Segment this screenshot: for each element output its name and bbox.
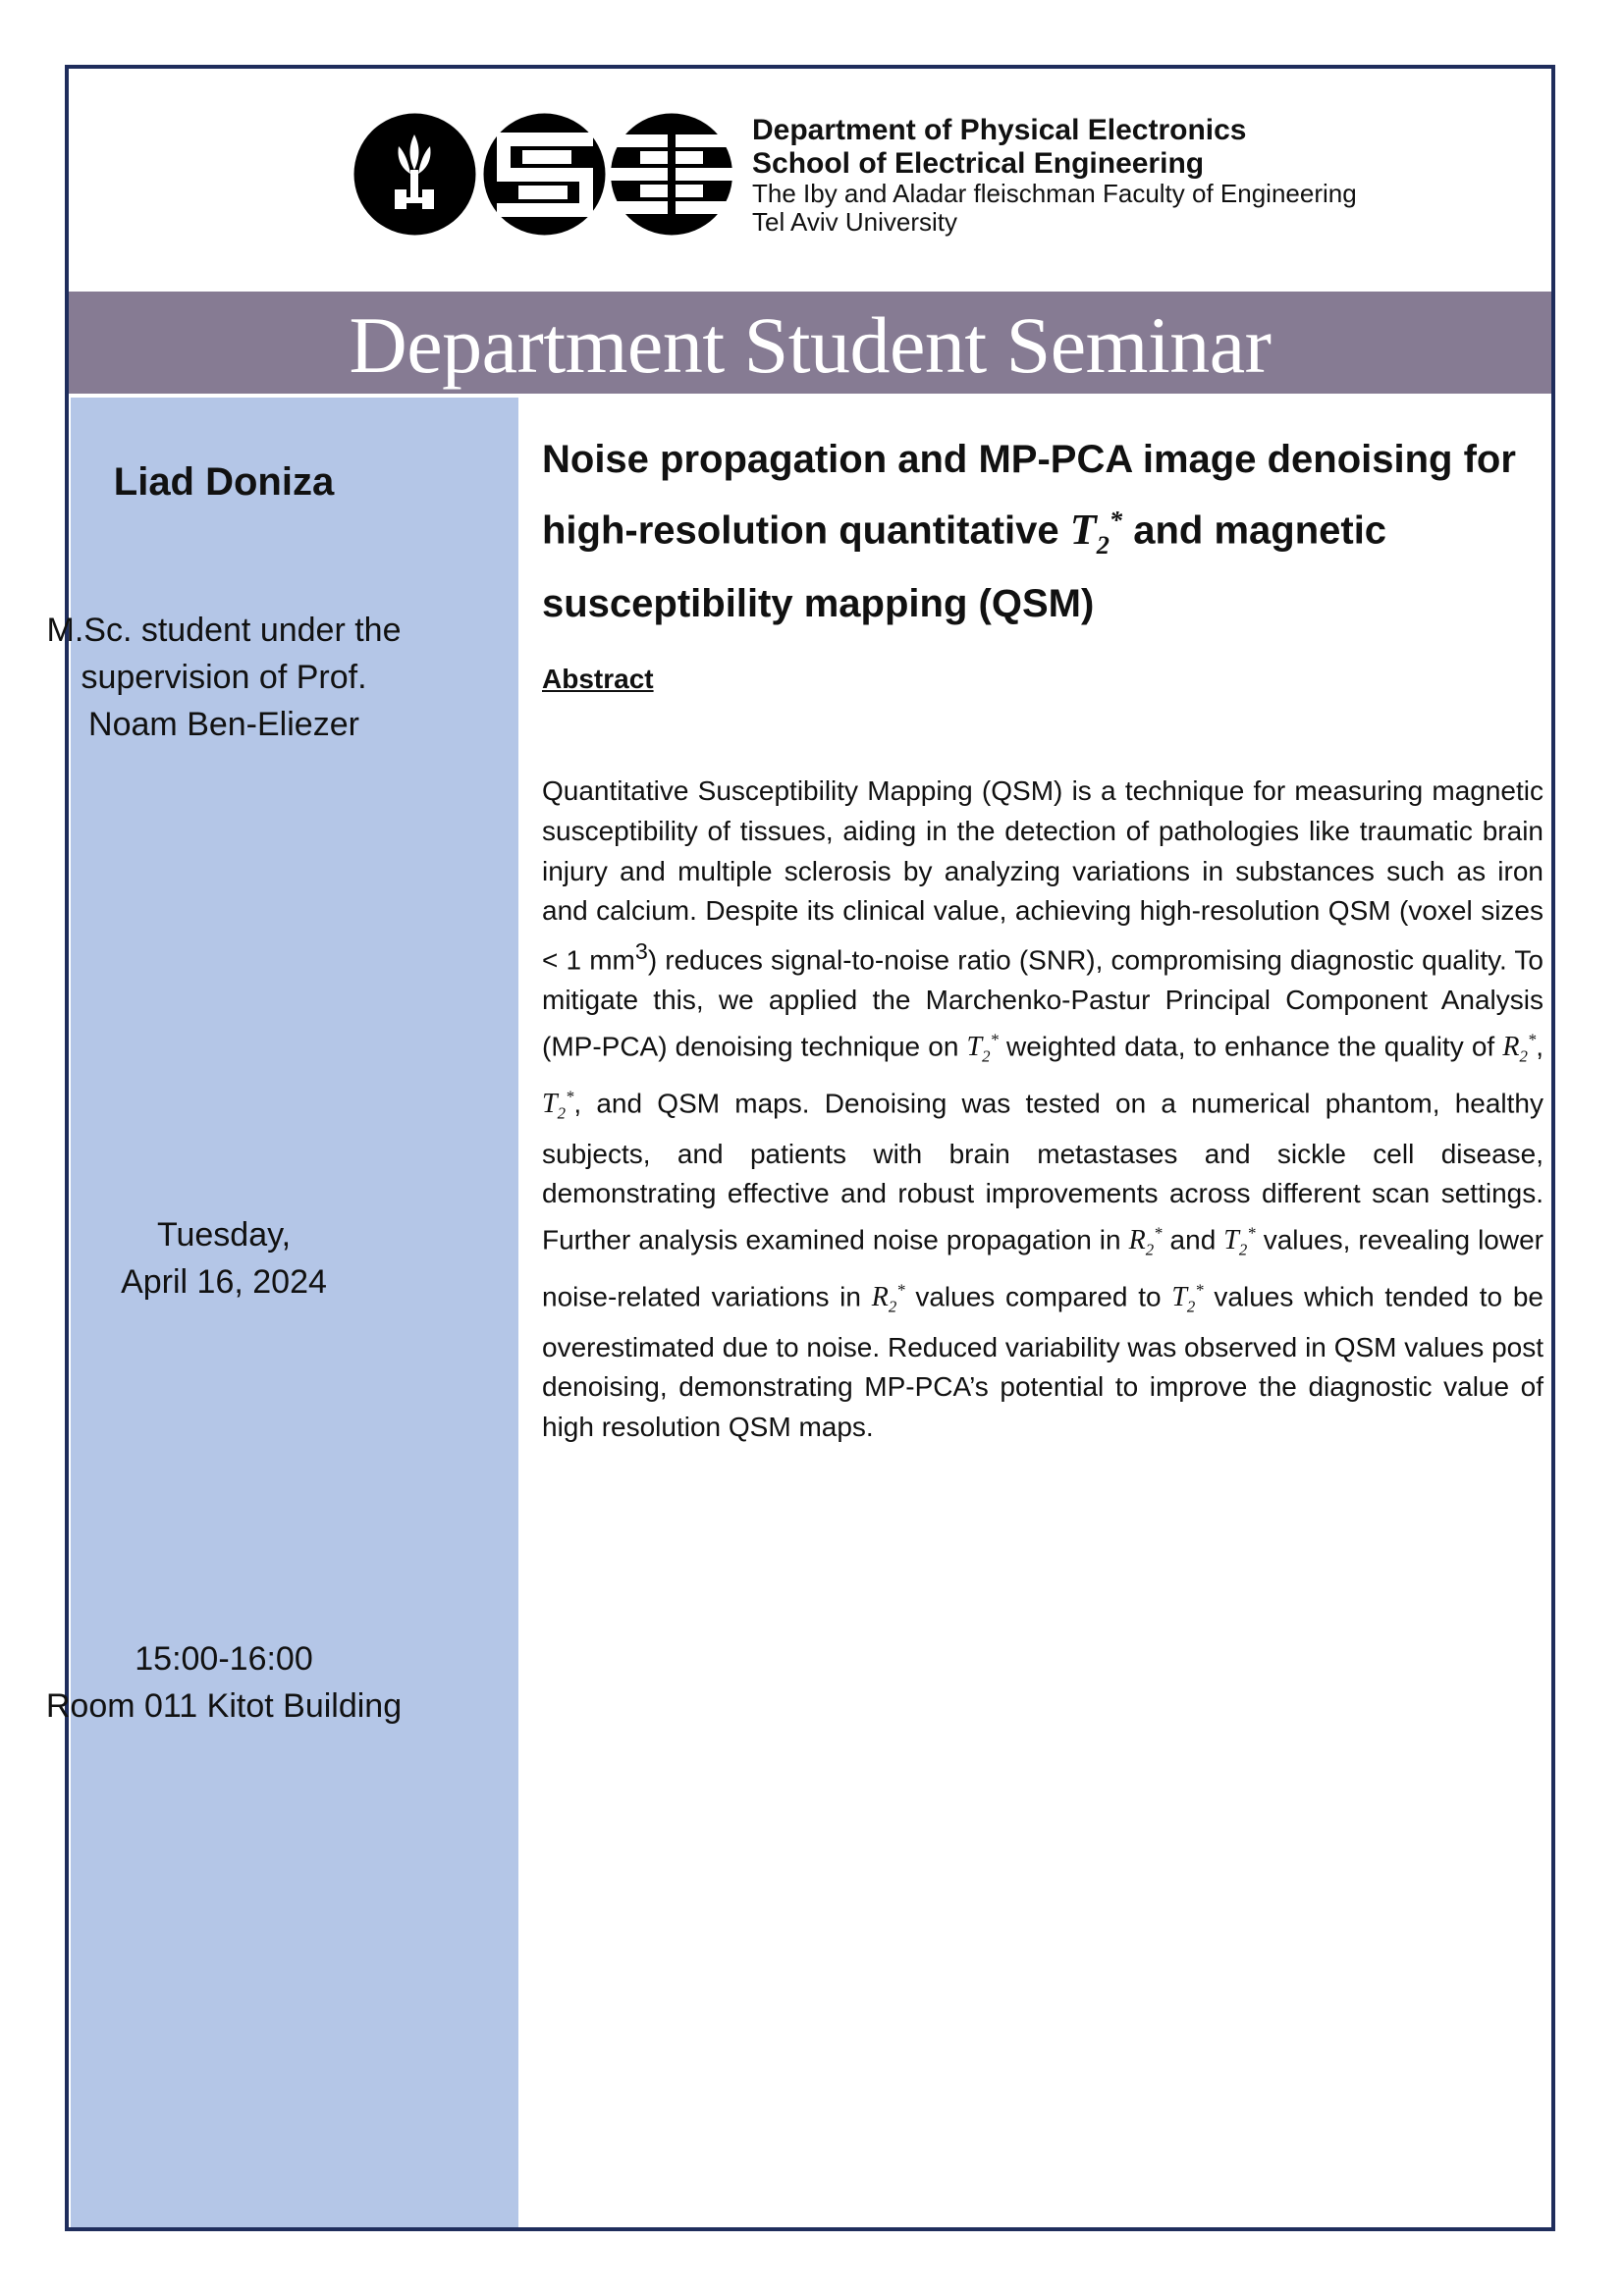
title-text-part1: Noise propagation and MP-PCA image denoising for high-resolution quantitative bbox=[542, 438, 1516, 553]
math-r2star: $R_2^*$ bbox=[1128, 1224, 1163, 1260]
date-weekday: Tuesday, bbox=[156, 1216, 292, 1254]
abstract-text: Quantitative Susceptibility Mapping (QSM) is a technique for measuring magnetic susceptibility of tissues, aiding in the detection of pathologies like traumatic brain injury and multiple sclerosis by analyzing variations in substances such as iron and calcium. Despite its clinical value, achieving high-resolution QSM (voxel sizes < 1 $mm^3$) reduces signal-to-noise ratio (SNR), compromising diagnostic quality. To mitigate this, we applied the Marchenko-Pastur Principal Component Analysis (MP-PCA) denoising technique on $T_2^*$ weighted data, to enhance the quality of $R_2^*$, $T_2^*$, and QSM maps. Denoising was tested on a numerical phantom, healthy subjects, and patients with brain metastases and sickle cell disease, demonstrating effective and robust improvements across different scan settings. Further analysis examined noise propagation in $R_2^*$ and $T_2^*$ values, revealing lower noise-related variations in $R_2^*$ values compared to $T_2^*$ values which tended to be overestimated due to noise. Reduced variability was observed in QSM values post denoising, demonstrating MP-PCA’s potential to improve the diagnostic value of high resolution QSM maps. bbox=[542, 775, 1544, 1443]
seminar-date bbox=[0, 1211, 448, 1306]
abstract-text-p7: values compared to bbox=[915, 1281, 1162, 1312]
abstract-text-p1: Quantitative Susceptibility Mapping (QSM) is a technique for measuring magnetic susceptibility of tissues, aiding in the detection of pathologies like traumatic brain injury and multiple sclerosis by analyzing variations in substances such as iron and calcium. Despite its clinical value, achieving high-resolution QSM (voxel sizes < 1 mm bbox=[542, 775, 1543, 976]
affiliation-line: Noam Ben-Eliezer bbox=[88, 706, 359, 743]
faculty-name: The Iby and Aladar fleischman Faculty of Engineering bbox=[752, 179, 1357, 209]
banner-title: Department Student Seminar bbox=[349, 300, 1272, 390]
abstract-text-p8: values which tended to be overestimated due to noise. Reduced variability was observed in QSM values post denoising, demonstrating MP-PCA’s potential to improve the diagnostic value of high resolution QSM maps. bbox=[542, 1281, 1544, 1443]
abstract-superscript: 3 bbox=[634, 938, 648, 965]
math-t2star: $T_2^*$ bbox=[542, 1087, 574, 1123]
title-math-t2star: $T_2^*$ bbox=[1069, 505, 1123, 560]
math-r2star: $R_2^*$ bbox=[1502, 1031, 1537, 1067]
speaker-affiliation bbox=[0, 607, 448, 748]
department-name: Department of Physical Electronics bbox=[752, 114, 1247, 146]
talk-title bbox=[542, 430, 1543, 634]
math-t2star: $T_2^*$ bbox=[966, 1031, 999, 1067]
title-text-part2: and magnetic susceptibility mapping (QSM) bbox=[542, 508, 1387, 626]
date-full: April 16, 2024 bbox=[121, 1263, 327, 1301]
affiliation-line: M.Sc. student under the bbox=[46, 612, 402, 649]
seminar-time: 15:00-16:00 bbox=[135, 1640, 313, 1678]
tau-logo-icon bbox=[353, 113, 476, 236]
affiliation-line: supervision of Prof. bbox=[81, 659, 367, 696]
math-t2star: $T_2^*$ bbox=[1223, 1224, 1256, 1260]
math-t2star: $T_2^*$ bbox=[1171, 1280, 1204, 1316]
abstract-text-p5: and bbox=[1169, 1224, 1217, 1255]
seminar-banner bbox=[69, 292, 1551, 394]
abstract-text-p6: values, revealing lower noise-related variations in bbox=[542, 1224, 1543, 1312]
school-s-logo-icon bbox=[483, 113, 606, 236]
speaker-name: Liad Doniza bbox=[113, 460, 335, 504]
abstract-heading: Abstract bbox=[542, 664, 654, 694]
math-r2star: $R_2^*$ bbox=[871, 1280, 905, 1316]
abstract-text-p3: weighted data, to enhance the quality of bbox=[1006, 1031, 1495, 1062]
university-name: Tel Aviv University bbox=[752, 207, 958, 238]
department-header bbox=[752, 114, 1498, 237]
school-e-logo-icon bbox=[611, 113, 732, 236]
seminar-time-location bbox=[0, 1635, 448, 1730]
abstract-text-p2: ) reduces signal-to-noise ratio (SNR), compromising diagnostic quality. To mitigate this, we applied the Marchenko-Pastur Principal Component Analysis (MP-PCA) denoising technique on bbox=[542, 944, 1543, 1062]
abstract-text-p4: , and QSM maps. Denoising was tested on a numerical phantom, healthy subjects, and patients with brain metastases and sickle cell disease, demonstrating effective and robust improvements across different scan settings. Further analysis examined noise propagation in bbox=[542, 1088, 1543, 1255]
seminar-room: Room 011 Kitot Building bbox=[45, 1687, 403, 1725]
school-name: School of Electrical Engineering bbox=[752, 146, 1205, 180]
